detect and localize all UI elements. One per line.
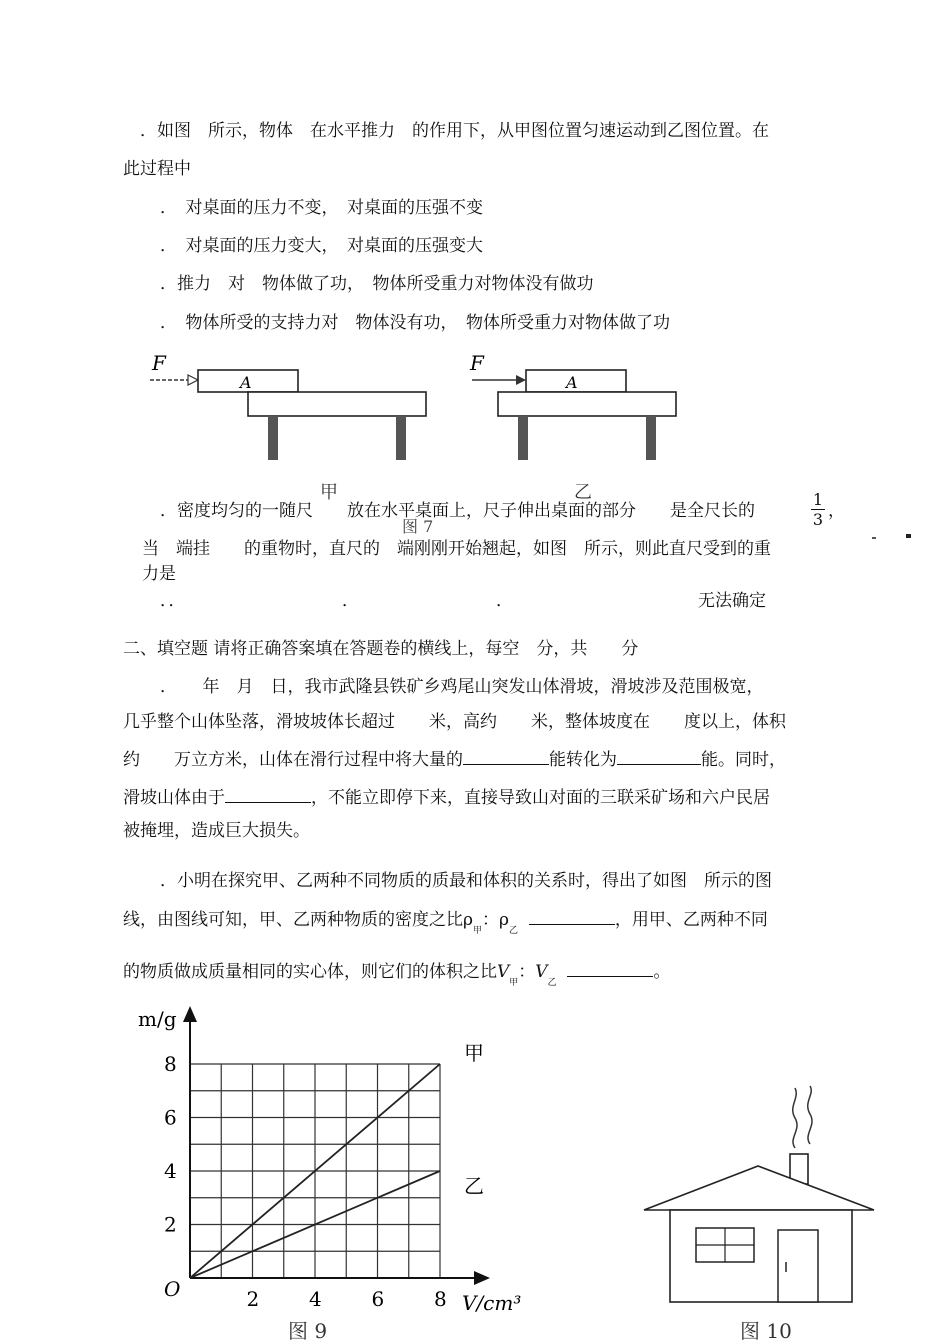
q-ruler-line1: ．密度均匀的一随尺 放在水平桌面上，尺子伸出桌面的部分 是全尺长的 <box>160 501 755 521</box>
q-landslide-line3-a: 约 万立方米，山体在滑行过程中将大量的 <box>123 750 463 770</box>
q-density-line3-b: 。 <box>653 962 671 982</box>
y-tick-label: 6 <box>164 1105 177 1130</box>
q-landslide-line3-b: 能转化为 <box>549 750 617 770</box>
v-symbol: V <box>535 962 548 982</box>
y-axis-label: m/g <box>138 1007 177 1031</box>
q-density-line2 <box>123 906 768 942</box>
q-ruler-option-c: ． <box>496 591 513 611</box>
q-ruler-comma: ， <box>828 501 845 521</box>
fig7-label-yi: 乙 <box>574 482 592 503</box>
fraction-denominator: 3 <box>812 510 824 529</box>
x-axis-arrow-icon <box>474 1271 490 1285</box>
figure-9-caption: 图 9 <box>288 1319 328 1340</box>
q-density-line1: ．小明在探究甲、乙两种不同物质的质最和体积的关系时，得出了如图 所示的图 <box>160 871 772 891</box>
q-landslide-line5: 被掩埋，造成巨大损失。 <box>123 821 310 841</box>
fig7-label-f-left: F <box>152 351 166 375</box>
scan-mark <box>906 534 911 538</box>
y-tick-label: 4 <box>164 1159 177 1183</box>
origin-label: O <box>164 1277 181 1301</box>
q-landslide-line4-b: ，不能立即停下来，直接导致山对面的三联采矿场和六户民居 <box>311 788 770 808</box>
x-tick-label: 6 <box>371 1287 385 1311</box>
fig7-jia-scene <box>150 370 426 460</box>
q-prev-option-c: ．推力 对 物体做了功， 物体所受重力对物体没有做功 <box>160 274 594 294</box>
answer-blank-2[interactable] <box>617 746 701 765</box>
q-landslide-line3-c: 能。同时， <box>701 750 786 770</box>
answer-blank-3[interactable] <box>225 784 311 803</box>
q-density-line2-b: ，用甲、乙两种不同 <box>614 910 768 930</box>
q-landslide-line1: ． 年 月 日，我市武隆县铁矿乡鸡尾山突发山体滑坡，滑坡涉及范围极宽， <box>160 677 764 697</box>
smoke-icon <box>808 1086 812 1144</box>
y-tick-label: 8 <box>164 1052 177 1076</box>
q-density-colon2: ： <box>518 962 536 982</box>
q-landslide-line4-a: 滑坡山体由于 <box>123 788 225 808</box>
q-ruler-line3: 力是 <box>142 564 176 584</box>
sub-yi: 乙 <box>509 926 519 936</box>
answer-blank-1[interactable] <box>463 746 549 765</box>
fig7-caption: 图 7 <box>402 517 434 536</box>
q-ruler-line2: 当 端挂 的重物时，直尺的 端刚刚开始翘起，如图 所示，则此直尺受到的重 <box>142 539 771 559</box>
chart-axes <box>183 1006 490 1285</box>
section-2-heading: 二、填空题 请将正确答案填在答题卷的横线上，每空 分，共 分 <box>123 639 639 659</box>
answer-blank-5[interactable] <box>567 958 653 977</box>
v-symbol: V <box>497 962 510 982</box>
q-landslide-line3 <box>123 746 786 771</box>
y-axis-arrow-icon <box>183 1006 197 1022</box>
q-prev-line2: 此过程中 <box>123 159 191 179</box>
q-density-line2-a: 线，由图线可知，甲、乙两种物质的密度之比ρ <box>123 910 473 930</box>
x-tick-label: 2 <box>246 1287 260 1311</box>
answer-blank-4[interactable] <box>529 906 615 925</box>
q-prev-option-a: ． 对桌面的压力不变， 对桌面的压强不变 <box>160 198 483 218</box>
figure-10-house <box>640 1082 880 1342</box>
house-roof <box>644 1166 874 1210</box>
scan-mark <box>872 537 876 539</box>
smoke-icon <box>793 1088 797 1148</box>
fig7-label-a-right: A <box>566 373 578 392</box>
fig7-label-f-right: F <box>470 351 484 375</box>
sub-jia: 甲 <box>509 978 519 988</box>
figure-9-chart <box>130 1000 560 1340</box>
q-landslide-line2: 几乎整个山体坠落，滑坡坡体长超过 米，高约 米，整体坡度在 度以上，体积 <box>123 712 786 732</box>
q-landslide-line4 <box>123 784 770 809</box>
series-label-jia: 甲 <box>464 1041 484 1065</box>
sub-jia: 甲 <box>473 926 483 936</box>
house-door <box>778 1230 818 1302</box>
q-ruler-fraction <box>811 490 825 529</box>
q-density-line3 <box>123 958 670 994</box>
fig7-label-jia: 甲 <box>320 482 338 503</box>
x-tick-label: 8 <box>434 1287 447 1311</box>
q-prev-line1: ．如图 所示，物体 在水平推力 的作用下，从甲图位置匀速运动到乙图位置。在 <box>140 121 769 141</box>
q-density-line3-a: 的物质做成质量相同的实心体，则它们的体积之比 <box>123 962 497 982</box>
series-label-yi: 乙 <box>464 1174 484 1198</box>
y-tick-label: 2 <box>164 1212 177 1237</box>
q-prev-option-d: ． 物体所受的支持力对 物体没有功， 物体所受重力对物体做了功 <box>160 313 670 333</box>
figure-10-caption: 图 10 <box>740 1319 792 1342</box>
sub-yi: 乙 <box>547 978 557 988</box>
q-density-colon: ：ρ <box>482 910 510 930</box>
x-tick-label: 4 <box>309 1287 322 1311</box>
q-ruler-option-a: ．． <box>160 591 186 611</box>
q-prev-option-b: ． 对桌面的压力变大， 对桌面的压强变大 <box>160 236 483 256</box>
x-axis-label: V/cm³ <box>462 1291 522 1315</box>
fraction-numerator: 1 <box>812 490 824 509</box>
fig7-label-a-left: A <box>240 373 252 392</box>
q-ruler-option-d: 无法确定 <box>698 591 766 611</box>
q-ruler-option-b: ． <box>342 591 359 611</box>
